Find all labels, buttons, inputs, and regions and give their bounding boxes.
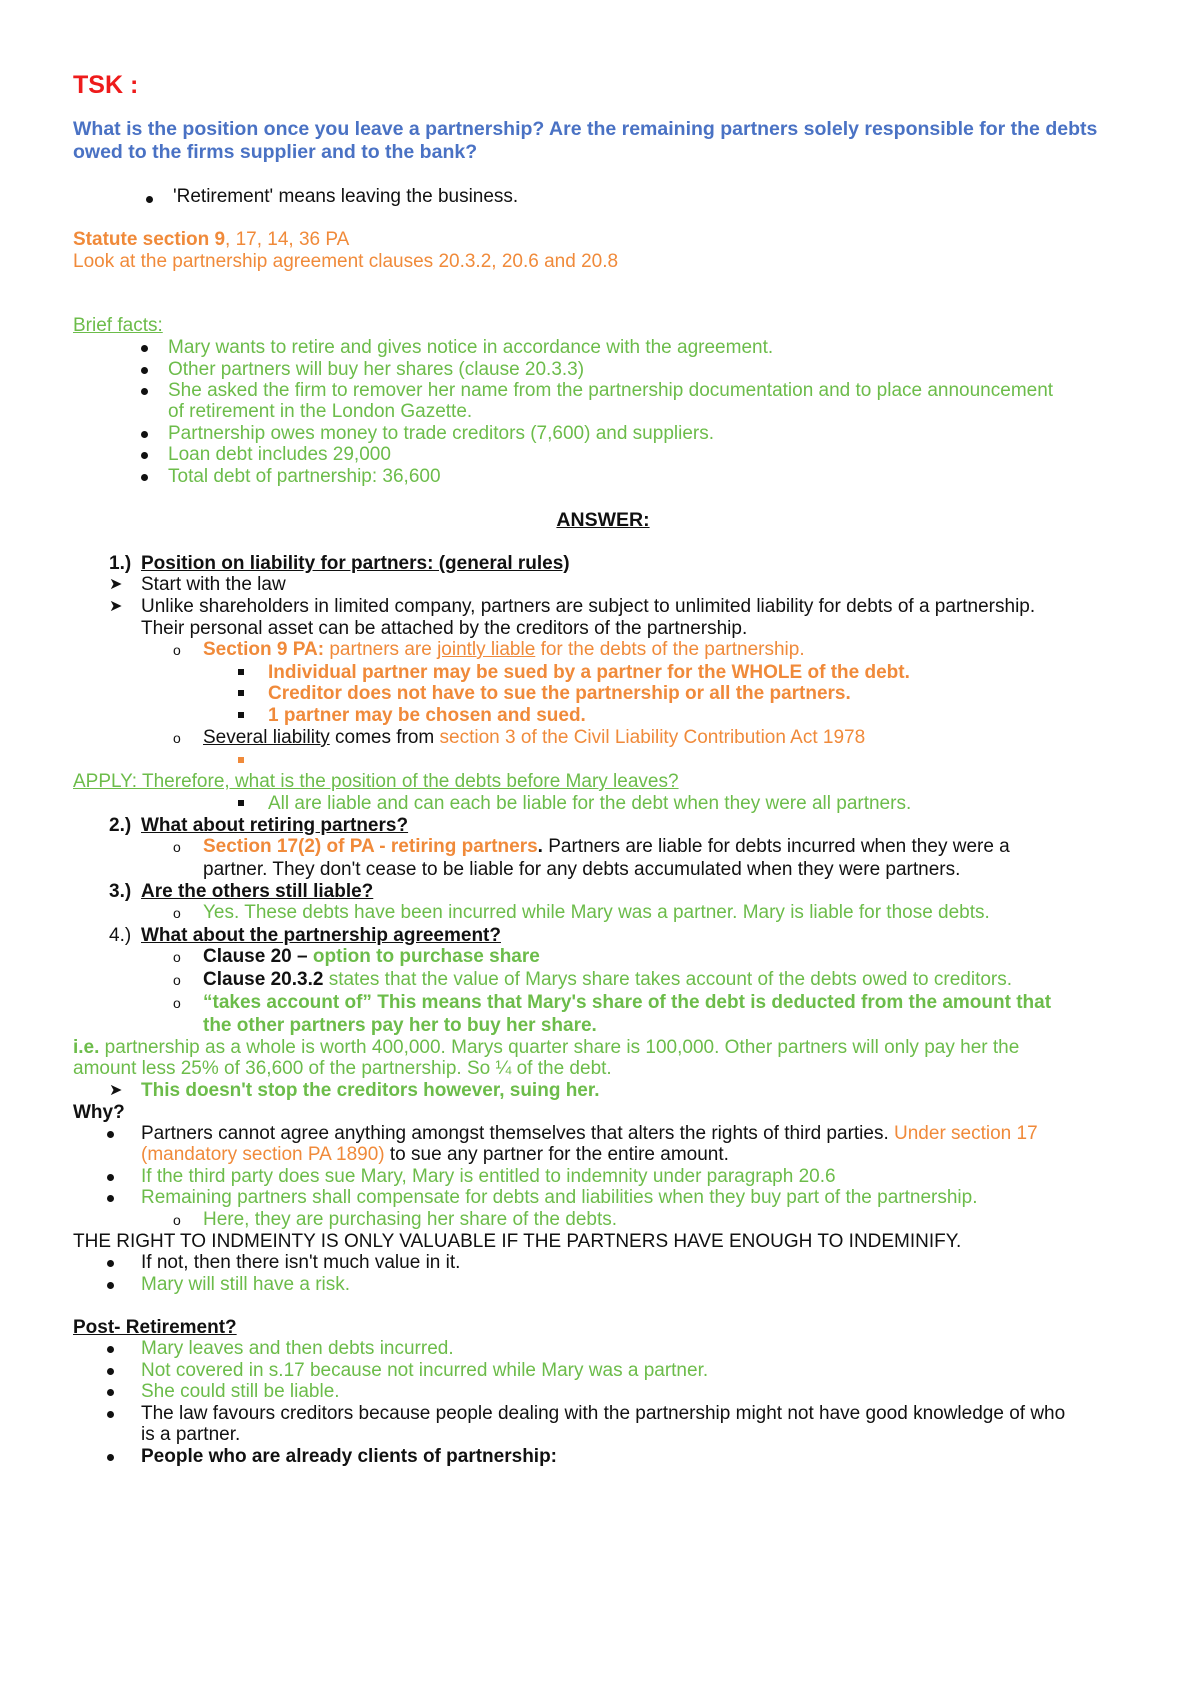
body-text: Start with the law (141, 574, 286, 595)
text-span: Partners are liable for debts incurred when they were a (542, 836, 1010, 857)
brief-fact: Loan debt includes 29,000 (168, 444, 391, 465)
section-heading: What about the partnership agreement? (141, 925, 501, 946)
post-item: Not covered in s.17 because not incurred while Mary was a partner. (141, 1360, 709, 1381)
text-span: for the debts of the partnership. (535, 639, 805, 660)
bullet-icon (141, 388, 148, 395)
ie-label: i.e. (73, 1037, 100, 1058)
bullet-icon (141, 367, 148, 374)
arrow-bullet-icon: ➤ (109, 576, 123, 593)
section-number: 3.) (109, 881, 132, 902)
section9-label: Section 9 PA: (203, 639, 325, 660)
text-span: partners are (324, 639, 438, 660)
rule-text: Individual partner may be sued by a partner for the WHOLE of the debt. (268, 662, 910, 683)
why-heading: Why? (73, 1102, 125, 1123)
section9-line (203, 638, 805, 661)
circle-bullet-icon: o (173, 1212, 181, 1228)
post-item: She could still be liable. (141, 1381, 340, 1402)
section-number: 1.) (109, 553, 132, 574)
source-text: section 3 of the Civil Liability Contribution Act 1978 (439, 727, 866, 748)
body-text: If not, then there isn't much value in it. (141, 1252, 461, 1273)
post-retirement-heading: Post- Retirement? (73, 1317, 237, 1338)
arrow-bullet-icon: ➤ (109, 1082, 123, 1099)
square-bullet-icon (238, 757, 244, 763)
indemnity-caps-text: THE RIGHT TO INDMEINTY IS ONLY VALUABLE IF THE PARTNERS HAVE ENOUGH TO INDEMINIFY. (73, 1231, 962, 1252)
bullet-icon (107, 1454, 114, 1461)
doc-title: TSK : (73, 71, 139, 99)
jointly-liable-text: jointly liable (437, 639, 536, 660)
bullet-icon (107, 1195, 114, 1202)
circle-bullet-icon: o (173, 839, 181, 855)
bullet-icon (146, 196, 153, 203)
brief-fact: Other partners will buy her shares (clause 20.3.3) (168, 359, 585, 380)
brief-fact: Total debt of partnership: 36,600 (168, 466, 441, 487)
post-item: Mary leaves and then debts incurred. (141, 1338, 454, 1359)
why-line: Here, they are purchasing her share of the debts. (203, 1209, 618, 1230)
arrow-bullet-icon: ➤ (109, 598, 123, 615)
section-number: 2.) (109, 815, 132, 836)
several-liability-line (203, 726, 865, 749)
post-item: The law favours creditors because people dealing with the partnership might not have good knowledge of who (141, 1403, 1066, 1424)
body-text: Yes. These debts have been incurred while Mary was a partner. Mary is liable for those debts. (203, 902, 990, 923)
statute-label: Statute section 9 (73, 229, 226, 250)
text-span: Under section 17 (894, 1123, 1038, 1144)
why-line: If the third party does sue Mary, Mary is entitled to indemnity under paragraph 20.6 (141, 1166, 836, 1187)
body-text: Unlike shareholders in limited company, partners are subject to unlimited liability for debts of a partnership. (141, 596, 1036, 617)
brief-fact: of retirement in the London Gazette. (168, 401, 473, 422)
body-text: partner. They don't cease to be liable for any debts accumulated when they were partners. (203, 859, 961, 880)
post-item: People who are already clients of partnership: (141, 1446, 558, 1467)
bullet-icon (107, 1411, 114, 1418)
square-bullet-icon (238, 690, 244, 696)
bullet-icon (107, 1260, 114, 1267)
answer-heading: ANSWER: (556, 509, 650, 531)
circle-bullet-icon: o (173, 949, 181, 965)
circle-bullet-icon: o (173, 905, 181, 921)
section-heading: What about retiring partners? (141, 815, 409, 836)
why-line (141, 1143, 729, 1166)
clause-label: Clause 20 – (203, 946, 308, 967)
bullet-icon (141, 431, 148, 438)
apply-answer: All are liable and can each be liable for the debt when they were all partners. (268, 793, 912, 814)
circle-bullet-icon: o (173, 730, 181, 746)
clause20-line (203, 945, 540, 968)
circle-bullet-icon: o (173, 995, 181, 1011)
takes-account-text: “takes account of” This means that Mary's share of the debt is deducted from the amount that (203, 992, 1052, 1013)
clause-label: Clause 20.3.2 (203, 969, 324, 990)
bullet-icon (141, 474, 148, 481)
body-text: This doesn't stop the creditors however, suing her. (141, 1080, 600, 1101)
text-span: Partners cannot agree anything amongst themselves that alters the rights of third parties. (141, 1123, 895, 1144)
body-text: Mary will still have a risk. (141, 1274, 351, 1295)
look-at-line: Look at the partnership agreement clauses 20.3.2, 20.6 and 20.8 (73, 251, 619, 272)
bullet-icon (107, 1131, 114, 1138)
body-text: Their personal asset can be attached by the creditors of the partnership. (141, 618, 748, 639)
square-bullet-icon (238, 712, 244, 718)
statute-rest: , 17, 14, 36 PA (225, 229, 350, 250)
bullet-icon (107, 1282, 114, 1289)
brief-fact: Mary wants to retire and gives notice in accordance with the agreement. (168, 337, 774, 358)
why-line (141, 1122, 1038, 1145)
text-span: partnership as a whole is worth 400,000. Marys quarter share is 100,000. Other partners will only pay her the (99, 1037, 1020, 1058)
brief-fact: Partnership owes money to trade creditors (7,600) and suppliers. (168, 423, 714, 444)
ie-line (73, 1036, 1019, 1059)
bullet-icon (141, 345, 148, 352)
bullet-icon (107, 1174, 114, 1181)
section-heading: Are the others still liable? (141, 881, 374, 902)
bullet-icon (141, 452, 148, 459)
text-span: to sue any partner for the entire amount. (384, 1144, 729, 1165)
clause-text: states that the value of Marys share takes account of the debts owed to creditors. (323, 969, 1013, 990)
text-span: . (537, 836, 543, 857)
rule-text: 1 partner may be chosen and sued. (268, 705, 586, 726)
why-line: Remaining partners shall compensate for debts and liabilities when they buy part of the partnership. (141, 1187, 978, 1208)
brief-facts-heading: Brief facts: (73, 315, 163, 336)
takes-account-text: the other partners pay her to buy her share. (203, 1015, 597, 1036)
section17-line (203, 835, 1010, 858)
circle-bullet-icon: o (173, 972, 181, 988)
section-heading: Position on liability for partners: (general rules) (141, 553, 570, 574)
statute-line (73, 228, 349, 251)
ie-line: amount less 25% of 36,600 of the partnership. So ¼ of the debt. (73, 1058, 612, 1079)
circle-bullet-icon: o (173, 642, 181, 658)
text-span: (mandatory section PA 1890) (141, 1144, 385, 1165)
square-bullet-icon (238, 669, 244, 675)
post-item: is a partner. (141, 1424, 241, 1445)
text-span: comes from (329, 727, 440, 748)
apply-line: APPLY: Therefore, what is the position of the debts before Mary leaves? (73, 771, 679, 792)
bullet-icon (107, 1368, 114, 1375)
bullet-icon (107, 1389, 114, 1396)
several-liability-text: Several liability (203, 727, 330, 748)
section17-label: Section 17(2) of PA - retiring partners (203, 836, 538, 857)
brief-fact: She asked the firm to remover her name from the partnership documentation and to place announcement (168, 380, 1054, 401)
retirement-definition: 'Retirement' means leaving the business. (173, 186, 519, 207)
bullet-icon (107, 1346, 114, 1353)
square-bullet-icon (238, 800, 244, 806)
section-number: 4.) (109, 925, 132, 946)
question-text: What is the position once you leave a partnership? Are the remaining partners solely responsible for the debts owed to the firms supplier and to the bank? (73, 118, 1098, 163)
clause2032-line (203, 968, 1012, 991)
rule-text: Creditor does not have to sue the partnership or all the partners. (268, 683, 851, 704)
clause-text: option to purchase share (307, 946, 540, 967)
